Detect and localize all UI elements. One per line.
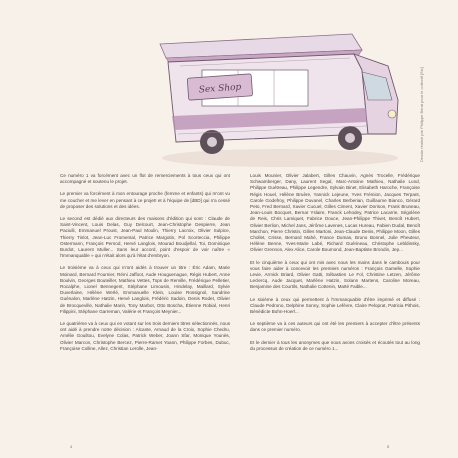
page-number-right: 5: [387, 444, 390, 449]
sign-text: Sex Shop: [198, 82, 242, 96]
paragraph: Le premier va forcément à mon entourage proche (femme et enfants) qui m'ont vu me coucher et me lever en pensant à ce projet! et à l'équipe de [dBD] qui n'a cessé de proposer des solutions et des idées.: [60, 191, 230, 209]
paragraph: Et le cinquième à ceux qui ont mis avec nous les mains dans le cambouis pour vous faire aider à concevoir les premiers numéros : François Gamelle, Sophie Levie, Armick Briard, Olivier Gatti, Sébastien Le Fol, Christine Letzen, Jérôme Leclercq, Aude Jacquet, Marlène Hatzin, Solann Martens, Caroline Moreau, Benjamine des Courtils, Nathalie Cottenin, Maïté Faible...: [250, 259, 420, 290]
left-column: [60, 173, 230, 358]
right-column: [250, 173, 420, 358]
paragraph: Ce numéro 1 va forcément avec un flot de remerciements à tous ceux qui ont accompagné et soutenu le projet.: [60, 173, 230, 185]
food-truck-illustration: [140, 30, 408, 170]
paragraph: Le troisième va à ceux qui m'ont aidés à trouver un titre : Éric Adam, Marie Moinard, Bernard Fournier, Rémi Jaffoot, Aude Houguenague, Régis Hubert, Anne Boulvin, Georges Bouteiller, Mathieu Vettes, Tops de Remille, Frédérique Pelletier, Rocalphe, Lionel Bennegent, Stéphane Limousin, Hindelay, Maillard, Sylvie Duverlaine, Hélène Werlé, Emmanuelle Klein, Louise Rossignol, Sandrine Guénalon, Marlène Hatzin, Hervé Langlois, Frédéric Sadoin, Denis Rodet, Olivier de Brocqueville, Nathalie Marin, Tony Marbot, Otto Boscha, Étienne Robial, Henri Filippini, Stéphane Garreman, Valérie et François Meynier...: [60, 265, 230, 314]
illustration-credit: Dessin réalisé par Philippe Berat pour le collectif [Sic]: [419, 67, 424, 162]
paragraph: Le quatrième va à ceux qui en votant sur les trois derniers titres sélectionnés, nous ont aidé à prendre notre décision : Alcante, Arnaud de la Croix, Sophie Chedru, Amélie Gouiltou, Evelyne Colas, Patrick Weber, Joann Sfar, Monique Younès, Olivier Marcon, Christophe Bercez, Pierre-Ramet Yoann, Philippe Forbes, Dubuc, Françoise Colline, Allez, Christian Lerolle, Jean-: [60, 321, 230, 351]
paragraph: Le septième va à ces auteurs qui ont été les premiers à accepter d'être présents dans ce premier numéro.: [250, 321, 420, 333]
paragraph: Le sixième à ceux qui permettent à l'Immanquable d'être imprimé et diffusé : Claude Pedrono, Delphine Sonny, Sophie Lefèvre, Claire Peloprat, Patricia Pithois, Bénédicte Bohn-Hoerl...: [250, 296, 420, 315]
paragraph: Et le dernier à tous les anonymes que nous avons croisés et écoutés tout au long du processus de création de ce numéro 1...: [250, 339, 420, 351]
paragraph: Louis Mounier, Olivier Jalabert, Gilles Chauvin, Agnès Trocelle, Frédérique Schwamberger, Dany, Laurent Segal, Marc-Antoine Mathieu, Nathalie Lund, Philippe Guétreau, Philippe Legendre, Sylvain Binet, Elisabeth Haroche, Françoise Régis Houel, Hélène Bruère, Yannick Lejeune, Yves Frémion, Jacques Terpant, Carole Godefroy, Philippe Duvanel, Charles Berberian, Guillaume Bianco, Gérard Peto, Fred Bernard, Xavier Cucuel, Gilles Ciment, Xavier Dorison, Frank Bruneau, Jean-Louis Bocquet, Bernar Yslaire, Franck Lehodey, Patrice Lacarrie, Ségolène de Reis, Chris Lamiquet, Fabrice Douce, Jean-Philippe Thivet, Benoît Hubert, Olivier Berlion, Michel Jans, Jérôme Lavenes, Lucas Hureau, Fabien Dudal, Benoît Marchon, Pierre Christin, Gilles Martoni, Jean-Claude Denis, Philippe Moon, Gilles Chollet, Crisse, Bernard Mahé, France Dumas, Bruno Bonnel, Julie Pheuteur, Hélène Benne, Yves-Marie Labé, Richard Guérineau, Christophe Lebldinsky, Olivier Grennon, Alex Alice, Carole Boumond, Jean-Baptiste Brondin, Jep...: [250, 173, 420, 253]
paragraph: Le second est dédié aux directeurs des maisons d'édition qui sont : Claude de Saint-Vincent, Louis Delas, Guy Delcourt, Jean-Christophe Despierre, Jean Paciulli, Emmanuel Proust, Jean-Paul Moulin, Thierry Lacroix, Olivier Sulpice, Thierry Tinlot, Jean-Luc Fromental, Patrice Margotin, Pol Scorteccia, Philippe Ostermann, François Pernod, Hervé Langlois, Mourad Boudjellal, Toi, Dominique Burdot, Laurent Muller... Sans leur accord, point d'espoir de voir naître « l'Immanquable » qui n'était alors qu'à l'état d'embryon.: [60, 216, 230, 259]
page-number-left: 4: [70, 444, 73, 449]
